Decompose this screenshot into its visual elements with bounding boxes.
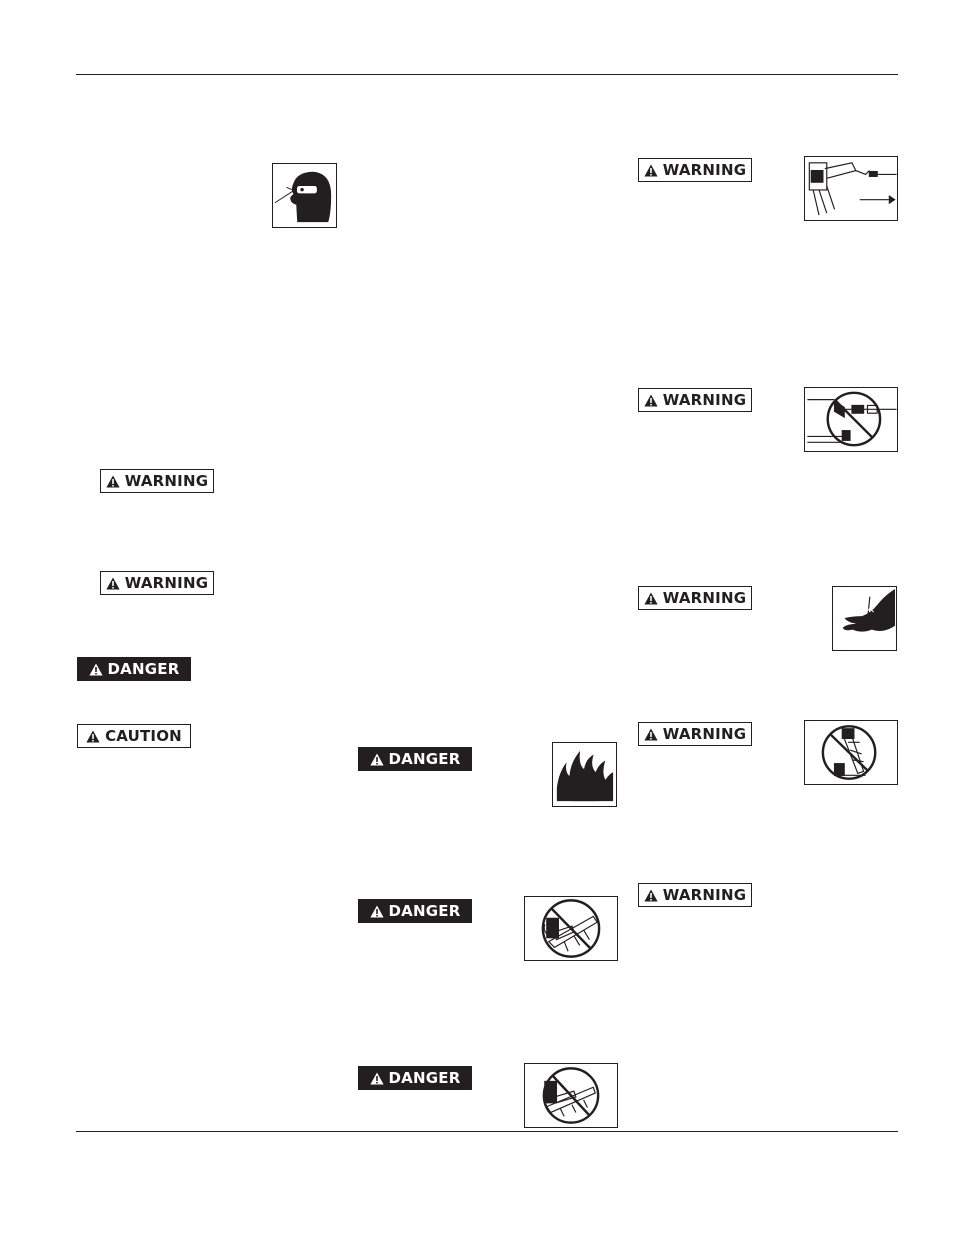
no-tool-misuse-icon (524, 1063, 618, 1128)
no-coupler-icon (804, 387, 898, 452)
warning-text: WARNING (662, 589, 747, 607)
warning-label (638, 722, 752, 746)
warning-text: WARNING (662, 886, 747, 904)
danger-label (77, 657, 191, 681)
bottom-rule (76, 1131, 898, 1132)
alert-triangle-icon (644, 889, 658, 902)
warning-label (638, 586, 752, 610)
warning-label (638, 883, 752, 907)
alert-triangle-icon (370, 753, 384, 766)
alert-triangle-icon (106, 475, 120, 488)
top-rule (76, 74, 898, 75)
no-tool-modification-icon (524, 896, 618, 961)
warning-label (638, 388, 752, 412)
disconnect-air-hose-icon (804, 156, 898, 221)
warning-label (638, 158, 752, 182)
caution-label (77, 724, 191, 748)
warning-text: WARNING (662, 725, 747, 743)
danger-label (358, 899, 472, 923)
eye-protection-icon (272, 163, 337, 228)
danger-text: DANGER (107, 660, 180, 678)
alert-triangle-icon (370, 1072, 384, 1085)
danger-text: DANGER (388, 1069, 461, 1087)
warning-text: WARNING (124, 574, 209, 592)
alert-triangle-icon (86, 730, 100, 743)
danger-label (358, 1066, 472, 1090)
warning-text: WARNING (662, 161, 747, 179)
fire-hazard-icon (552, 742, 617, 807)
alert-triangle-icon (89, 663, 103, 676)
warning-label (100, 469, 214, 493)
warning-label (100, 571, 214, 595)
danger-text: DANGER (388, 902, 461, 920)
alert-triangle-icon (106, 577, 120, 590)
hand-caution-icon (832, 586, 897, 651)
alert-triangle-icon (370, 905, 384, 918)
alert-triangle-icon (644, 164, 658, 177)
alert-triangle-icon (644, 394, 658, 407)
alert-triangle-icon (644, 728, 658, 741)
alert-triangle-icon (644, 592, 658, 605)
danger-label (358, 747, 472, 771)
danger-text: DANGER (388, 750, 461, 768)
no-contact-trip-icon (804, 720, 898, 785)
warning-text: WARNING (124, 472, 209, 490)
caution-text: CAUTION (105, 727, 182, 745)
warning-text: WARNING (662, 391, 747, 409)
